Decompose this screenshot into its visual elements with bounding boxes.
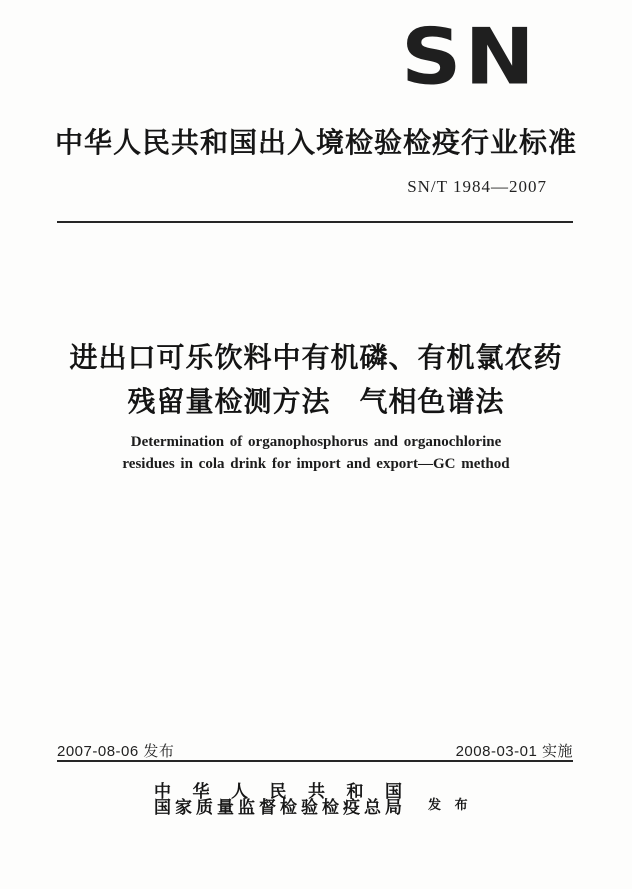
document-title-zh-line2: 残留量检测方法 气相色谱法 [127,386,505,417]
header-title: 中华人民共和国出入境检验检疫行业标准 [54,127,577,158]
publisher-country: 中华人民共和国 [154,782,402,801]
document-title-en [0,431,632,475]
document-title-en-line2: residues in cola drink for import and export—GC method [122,456,510,472]
implementation-date: 2008-03-01 实施 [455,743,573,760]
document-title-en-line1: Determination of organophosphorus and organochlorine [130,434,502,450]
issue-date: 2007-08-06 发布 [57,743,175,760]
dates-row [57,740,573,761]
publish-label: 发 布 [428,797,473,812]
publisher-agency: 国家质量监督检验检疫总局 [154,798,402,817]
document-title-zh-line1: 进出口可乐饮料中有机磷、有机氯农药 [69,342,563,373]
standard-code: SN/T 1984—2007 [407,177,547,196]
publisher-block [154,784,402,816]
bottom-divider [57,760,573,762]
top-divider [57,221,573,223]
document-title-zh [0,336,632,424]
sn-logo: SN [401,11,538,102]
